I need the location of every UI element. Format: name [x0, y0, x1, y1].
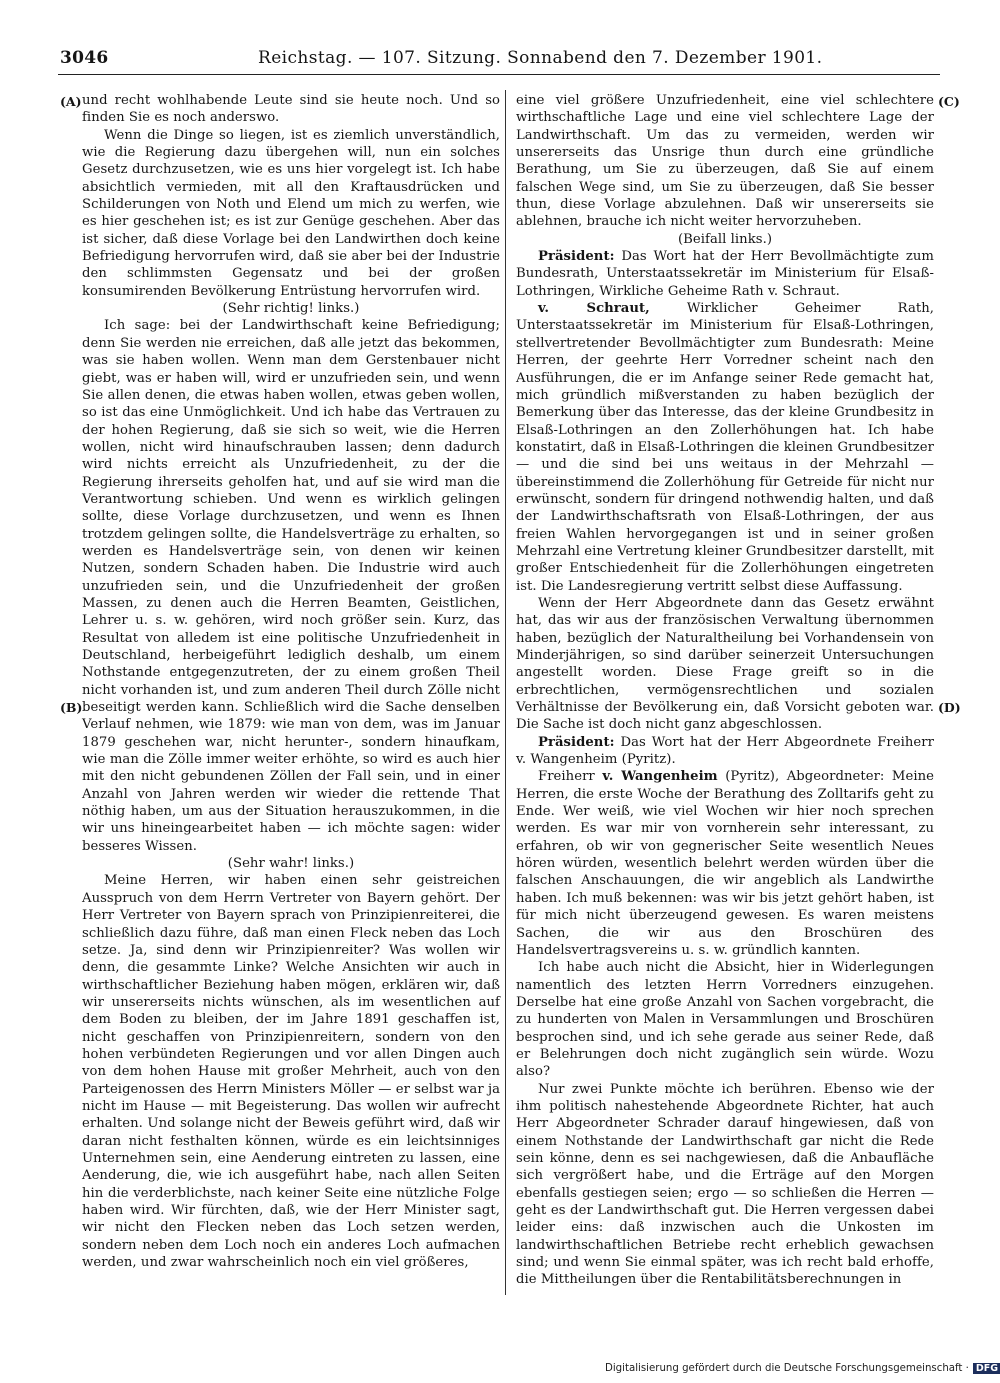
paragraph: Wenn der Herr Abgeordnete dann das Gesetz erwähnt hat, das wir aus der französischen Verwaltung übernommen haben, bezüglich der Naturaltheilung bei Vorhandensein von Minderjährigen, so sind darüber seinerzeit Untersuchungen angestellt worden. Diese Frage greift so in die erbrechtlichen, vermögensrechtlichen und sozialen Verhältnisse der Bevölkerung ein, daß Vorsicht geboten war. Die Sache ist doch nicht ganz abgeschlossen. — [516, 595, 934, 733]
paragraph: Ich habe auch nicht die Absicht, hier in Widerlegungen namentlich des letzten Herrn Vorredners einzugehen. Derselbe hat eine große Anzahl von Sachen vorgebracht, die zu hunderten von Malen in Versammlungen und Broschüren besprochen sind, und ich sehe gerade aus seiner Rede, daß er Belehrungen doch nicht zugänglich sein würde. Wozu also? — [516, 960, 934, 1080]
digitization-credit — [605, 1363, 1000, 1374]
page-number: 3046 — [60, 48, 109, 68]
paragraph: und recht wohlhabende Leute sind sie heute noch. Und so finden Sie es noch anderswo. — [82, 93, 500, 126]
margin-marker-a: (A) — [60, 94, 82, 109]
margin-marker-b: (B) — [60, 700, 83, 715]
right-column — [516, 92, 934, 1289]
paragraph: Ich sage: bei der Landwirthschaft keine Befriedigung; denn Sie werden nie erreichen, daß alle jetzt das bekommen, was sie haben wollen. Wenn man dem Gerstenbauer nicht giebt, was er haben will, wird er unzufrieden sein, und wenn Sie allen denen, die etwas haben wollen, etwas geben wollen, so ist das eine Unmöglichkeit. Und ich habe das Vertrauen zu der hohen Regierung, daß sie sich so weit, wie die Herren wollen, nicht wird hinaufschrauben lassen; denn dadurch wird nichts erreicht als Unzufriedenheit, zu der die Regierung ihrerseits geholfen hat, und auf sie wird man die Verantwortung schieben. Und wenn es wirklich gelingen sollte, diese Vorlage durchzusetzen, und wenn es Ihnen trotzdem gelingen sollte, die Handelsverträge zu erhalten, so werden es Handelsverträge sein, von denen wir keinen Nutzen, sondern Schaden haben. Die Industrie wird auch unzufrieden sein, und die Unzufriedenheit der großen Massen, zu denen auch die Herren Beamten, Geistlichen, Lehrer u. s. w. gehören, wird noch größer sein. Kurz, das Resultat von alledem ist eine politische Unzufriedenheit in Deutschland, herbeigeführt lediglich deshalb, um einem Nothstande entgegenzutreten, der zu einem großen Theil nicht vorhanden ist, und zum anderen Theil durch Zölle nicht beseitigt werden kann. Schließlich wird die Sache denselben Verlauf nehmen, wie 1879: wie man von dem, was im Januar 1879 geschehen war, nicht herunter-, sondern hinaufkam, wie man die Zölle immer weiter erhöhte, so wird es auch hier mit den nicht gebundenen Zöllen der Fall sein, und in einer Anzahl von Jahren werden wir wieder die rettende That nöthig haben, um aus der Situation herauszukommen, in die wir uns hineingearbeitet haben — ich möchte sagen: wider besseres Wissen. — [82, 318, 500, 854]
interjection: (Beifall links.) — [677, 231, 773, 247]
paragraph: Meine Herren, wir haben einen sehr geistreichen Ausspruch von dem Herrn Vertreter von Bayern gehört. Der Herr Vertreter von Bayern sprach von Prinzipienreiterei, die schließlich dazu führe, daß man einen Fleck neben das Loch setze. Ja, sind denn wir Prinzipienreiter? Was wollen wir denn, die gesammte Linke? Welche Ansichten wir auch in wirthschaftlicher Beziehung haben mögen, erklären wir, daß wir unsererseits nichts wünschen, als im wesentlichen auf dem Boden zu bleiben, der im Jahre 1891 geschaffen ist, nicht geschaffen von Prinzipienreitern, sondern von den hohen verbündeten Regierungen und vor allen Dingen auch von dem hohen Hause mit großer Mehrheit, auch von den Parteigenossen des Herrn Ministers Möller — er selbst war ja nicht im Hause — mit Begeisterung. Das wollen wir aufrecht erhalten. Und solange nicht der Beweis geführt wird, daß wir daran nicht festhalten können, würde es ein leichtsinniges Unternehmen sein, eine Aenderung eintreten zu lassen, eine Aenderung, die, wie ich ausgeführt habe, nach allen Seiten hin die verderblichste, nach keiner Seite eine nützliche Folge haben wird. Wir fürchten, daß, wie der Herr Minister sagt, wir nicht den Flecken neben das Loch setzen werden, sondern neben dem Loch noch ein anderes Loch aufmachen werden, und zwar wahrscheinlich noch ein viel größeres, — [82, 873, 500, 1271]
speaker-name: Präsident: — [538, 249, 615, 265]
speech-text: (Pyritz), Abgeordneter: Meine Herren, die erste Woche der Berathung des Zolltarifs geht zu Ende. Wer weiß, wie viel Wochen wir hier noch sprechen werden. Es war mir von vornherein sehr interessant, zu erfahren, ob wir von gegnerischer Seite wesentlich Neues hören würden, wesentlich belehrt werden würden über die falschen Anschauungen, die wir angeblich als Landwirthe haben. Ich muß bekennen: was wir bis jetzt gehört haben, ist für mich nicht überzeugend gewesen. Es waren meistens Sachen, die wir aus den Broschüren des Handelsvertragsvereins u. s. w. gründlich kannten. — [516, 769, 935, 958]
column-divider — [505, 90, 506, 1295]
margin-marker-d: (D) — [938, 700, 961, 715]
interjection: (Sehr richtig! links.) — [222, 301, 360, 317]
paragraph: eine viel größere Unzufriedenheit, eine viel schlechtere wirthschaftliche Lage und eine viel schlechtere Lage der Landwirthschaft. Um das zu vermeiden, werden wir unsererseits das Unsrige thun durch eine gründliche Berathung, um Sie zu überzeugen, daß Sie auf einem falschen Wege sind, um Sie zu überzeugen, daß Sie besser thun, diese Vorlage abzulehnen. Daß wir unsererseits sie ablehnen, brauche ich nicht weiter hervorzuheben. — [516, 93, 934, 230]
paragraph: Wenn die Dinge so liegen, ist es ziemlich unverständlich, wie die Regierung dazu übergehen will, nun ein solches Gesetz durchzusetzen, wie es uns hier vorgelegt ist. Ich habe absichtlich vermieden, mit all den Kraftausdrücken und Schilderungen von Noth und Elend um mich zu werfen, wie es hier geschehen ist; es ist zur Genüge geschehen. Aber das ist sicher, daß diese Vorlage bei den Landwirthen doch keine Befriedigung hervorrufen wird, daß sie aber bei der Industrie den schlimmsten Gegensatz und bei der großen konsumirenden Bevölkerung Entrüstung hervorrufen wird. — [82, 127, 500, 299]
dfg-logo: DFG — [973, 1363, 1000, 1374]
speech-paragraph — [516, 300, 934, 595]
speaker-name: v. Schraut, — [538, 301, 650, 317]
interjection: (Sehr wahr! links.) — [227, 856, 355, 872]
speaker-title: Freiherr — [538, 769, 595, 785]
speech-text: Wirklicher Geheimer Rath, Unterstaatssekretär im Ministerium für Elsaß-Lothringen, stellvertretender Bevollmächtigter zum Bundesrath: Meine Herren, der geehrte Herr Vorredner scheint nach den Ausführungen, die er im Anfange seiner Rede gemacht hat, mich gründlich mißverstanden zu haben bezüglich der Bemerkung über das Interesse, das der kleine Grundbesitz in Elsaß-Lothringen an den Zollerhöhungen hat. Ich habe konstatirt, daß in Elsaß-Lothringen die kleinen Grundbesitzer — und die sind bei uns weitaus in der Mehrzahl — übereinstimmend die Zollerhöhung für Getreide für nicht nur erwünscht, sondern für dringend nothwendig halten, und daß der Landwirthschaftsrath von Elsaß-Lothringen, der aus freien Wahlen hervorgegangen ist und in seiner großen Mehrzahl eine Vertretung kleiner Grundbesitzer darstellt, mit großer Entschiedenheit für die Zollerhöhungen eingetreten ist. Die Landesregierung vertritt selbst diese Auffassung. — [516, 301, 934, 594]
speaker-name: Präsident: — [538, 734, 615, 750]
speech-text: Das Wort hat der Herr Abgeordnete Freiherr v. Wangenheim (Pyritz). — [516, 734, 934, 768]
running-title: Reichstag. — 107. Sitzung. Sonnabend den 7. Dezember 1901. — [258, 48, 823, 68]
speech-paragraph — [516, 734, 934, 769]
left-column — [82, 92, 500, 1271]
speaker-name: v. Wangenheim — [602, 769, 718, 785]
paragraph: Nur zwei Punkte möchte ich berühren. Ebenso wie der ihm politisch nahestehende Abgeordnete Richter, hat auch Herr Abgeordneter Schrader darauf hingewiesen, daß von einem Nothstande der Landwirthschaft gar nicht die Rede sein könne, denn es sei nachgewiesen, daß die Anbaufläche sich vergrößert habe, und die Erträge auf den Morgen ebenfalls gestiegen seien; ergo — so schließen die Herren — geht es der Landwirthschaft gut. Die Herren vergessen dabei leider eins: daß inzwischen auch die Unkosten im landwirthschaftlichen Betriebe recht erheblich gewachsen sind; und wenn Sie einmal später, was ich recht bald erhoffe, die Mittheilungen über die Rentabilitätsberechnungen in — [516, 1081, 934, 1288]
page-header — [58, 44, 940, 75]
speech-paragraph — [516, 768, 934, 959]
credit-text: Digitalisierung gefördert durch die Deutsche Forschungsgemeinschaft · — [605, 1363, 969, 1374]
speech-text: Das Wort hat der Herr Bevollmächtigte zum Bundesrath, Unterstaatssekretär im Ministerium für Elsaß-Lothringen, Wirkliche Geheime Rath v. Schraut. — [516, 249, 934, 299]
speech-paragraph — [516, 248, 934, 300]
margin-marker-c: (C) — [938, 94, 960, 109]
